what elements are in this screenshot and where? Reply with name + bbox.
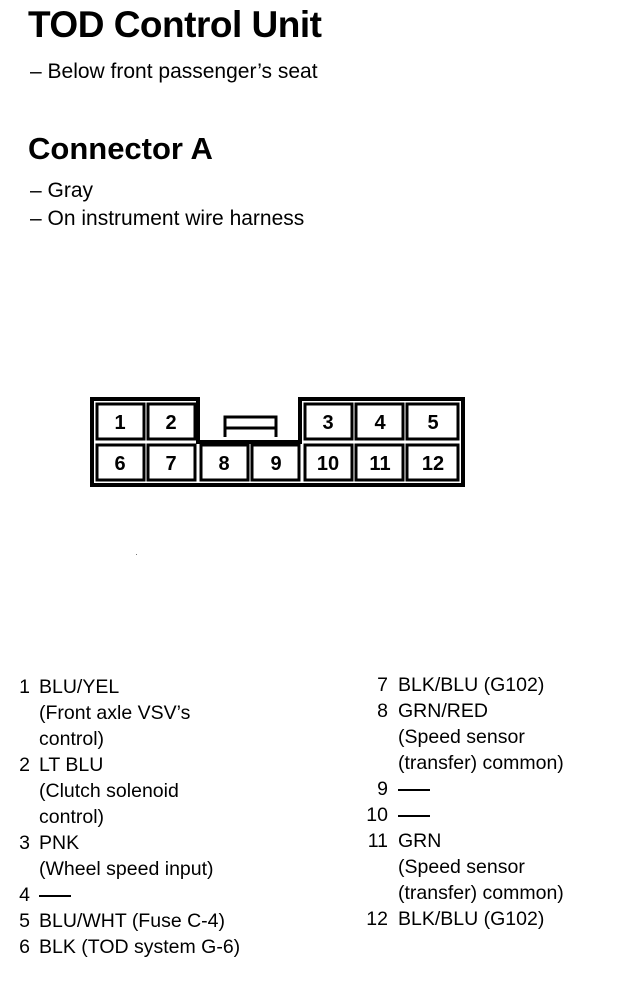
wire-function: (Wheel speed input) xyxy=(39,858,214,880)
wire-function: control) xyxy=(39,728,105,750)
terminal-entry xyxy=(16,830,316,882)
terminal-number: 3 xyxy=(19,832,30,854)
terminal-entry xyxy=(364,828,624,906)
page-title: TOD Control Unit xyxy=(28,4,322,45)
terminal-list-right xyxy=(364,672,624,932)
pin-label-11: 11 xyxy=(369,453,391,475)
terminal-entry xyxy=(364,802,624,828)
terminal-entry xyxy=(16,674,316,752)
pin-label-9: 9 xyxy=(270,453,282,475)
terminal-entry xyxy=(364,906,624,932)
terminal-number: 8 xyxy=(377,700,388,722)
connector-face xyxy=(90,397,465,487)
wire-function: control) xyxy=(39,806,105,828)
wire-function: (transfer) common) xyxy=(398,882,564,904)
terminal-entry xyxy=(16,752,316,830)
wire-color: LT BLU xyxy=(39,754,104,776)
terminal-description xyxy=(39,830,316,882)
wire-function: (Clutch solenoid xyxy=(39,780,179,802)
pin-label-12: 12 xyxy=(421,453,445,475)
terminal-description xyxy=(39,752,316,830)
pin-label-6: 6 xyxy=(114,453,126,475)
terminal-entry xyxy=(16,908,316,934)
pin-label-7: 7 xyxy=(165,453,177,475)
terminal-number: 11 xyxy=(367,830,388,852)
terminal-entry xyxy=(364,776,624,802)
terminal-entry xyxy=(364,672,624,698)
pin-label-5: 5 xyxy=(427,412,439,434)
terminal-description xyxy=(398,802,624,828)
terminal-entry xyxy=(16,934,316,960)
pin-label-1: 1 xyxy=(114,412,126,434)
wire-color: BLK (TOD system G-6) xyxy=(39,936,241,958)
wire-color: BLK/BLU (G102) xyxy=(398,908,545,930)
terminal-description xyxy=(39,674,316,752)
terminal-number: 4 xyxy=(19,884,30,906)
pin-label-10: 10 xyxy=(316,453,340,475)
terminal-number: 12 xyxy=(366,908,388,930)
terminal-entry xyxy=(364,698,624,776)
terminal-number: 10 xyxy=(366,804,388,826)
terminal-number: 6 xyxy=(19,936,30,958)
connector-diagram xyxy=(90,397,465,487)
unused-dash xyxy=(39,895,71,897)
terminal-description xyxy=(398,698,624,776)
terminal-description xyxy=(39,882,316,908)
connector-harness: – On instrument wire harness xyxy=(30,207,305,230)
unused-dash xyxy=(398,789,430,791)
wire-function: (Speed sensor xyxy=(398,726,525,748)
unused-dash xyxy=(398,815,430,817)
terminal-number: 7 xyxy=(377,674,388,696)
terminal-description xyxy=(39,908,316,934)
connector-color: – Gray xyxy=(30,179,94,202)
wire-color: BLU/WHT (Fuse C-4) xyxy=(39,910,225,932)
pin-label-3: 3 xyxy=(322,412,334,434)
terminal-number: 1 xyxy=(19,676,30,698)
wire-function: (Front axle VSV’s xyxy=(39,702,191,724)
wire-color: BLU/YEL xyxy=(39,676,120,698)
unit-location: – Below front passenger’s seat xyxy=(30,60,318,83)
terminal-description xyxy=(39,934,316,960)
terminal-number: 2 xyxy=(19,754,30,776)
wire-color: PNK xyxy=(39,832,80,854)
connector-title: Connector A xyxy=(28,131,213,166)
pin-label-4: 4 xyxy=(374,412,386,434)
pin-label-8: 8 xyxy=(218,453,230,475)
terminal-number: 9 xyxy=(377,778,388,800)
terminal-description xyxy=(398,776,624,802)
pin-label-2: 2 xyxy=(165,412,177,434)
wire-color: GRN/RED xyxy=(398,700,488,722)
scan-speck xyxy=(136,554,137,555)
wire-function: (Speed sensor xyxy=(398,856,525,878)
wire-color: GRN xyxy=(398,830,442,852)
locking-tab xyxy=(225,417,276,437)
terminal-description xyxy=(398,672,624,698)
terminal-description xyxy=(398,906,624,932)
terminal-list-left xyxy=(16,674,316,960)
wire-function: (transfer) common) xyxy=(398,752,564,774)
terminal-description xyxy=(398,828,624,906)
terminal-number: 5 xyxy=(19,910,30,932)
terminal-entry xyxy=(16,882,316,908)
wire-color: BLK/BLU (G102) xyxy=(398,674,545,696)
